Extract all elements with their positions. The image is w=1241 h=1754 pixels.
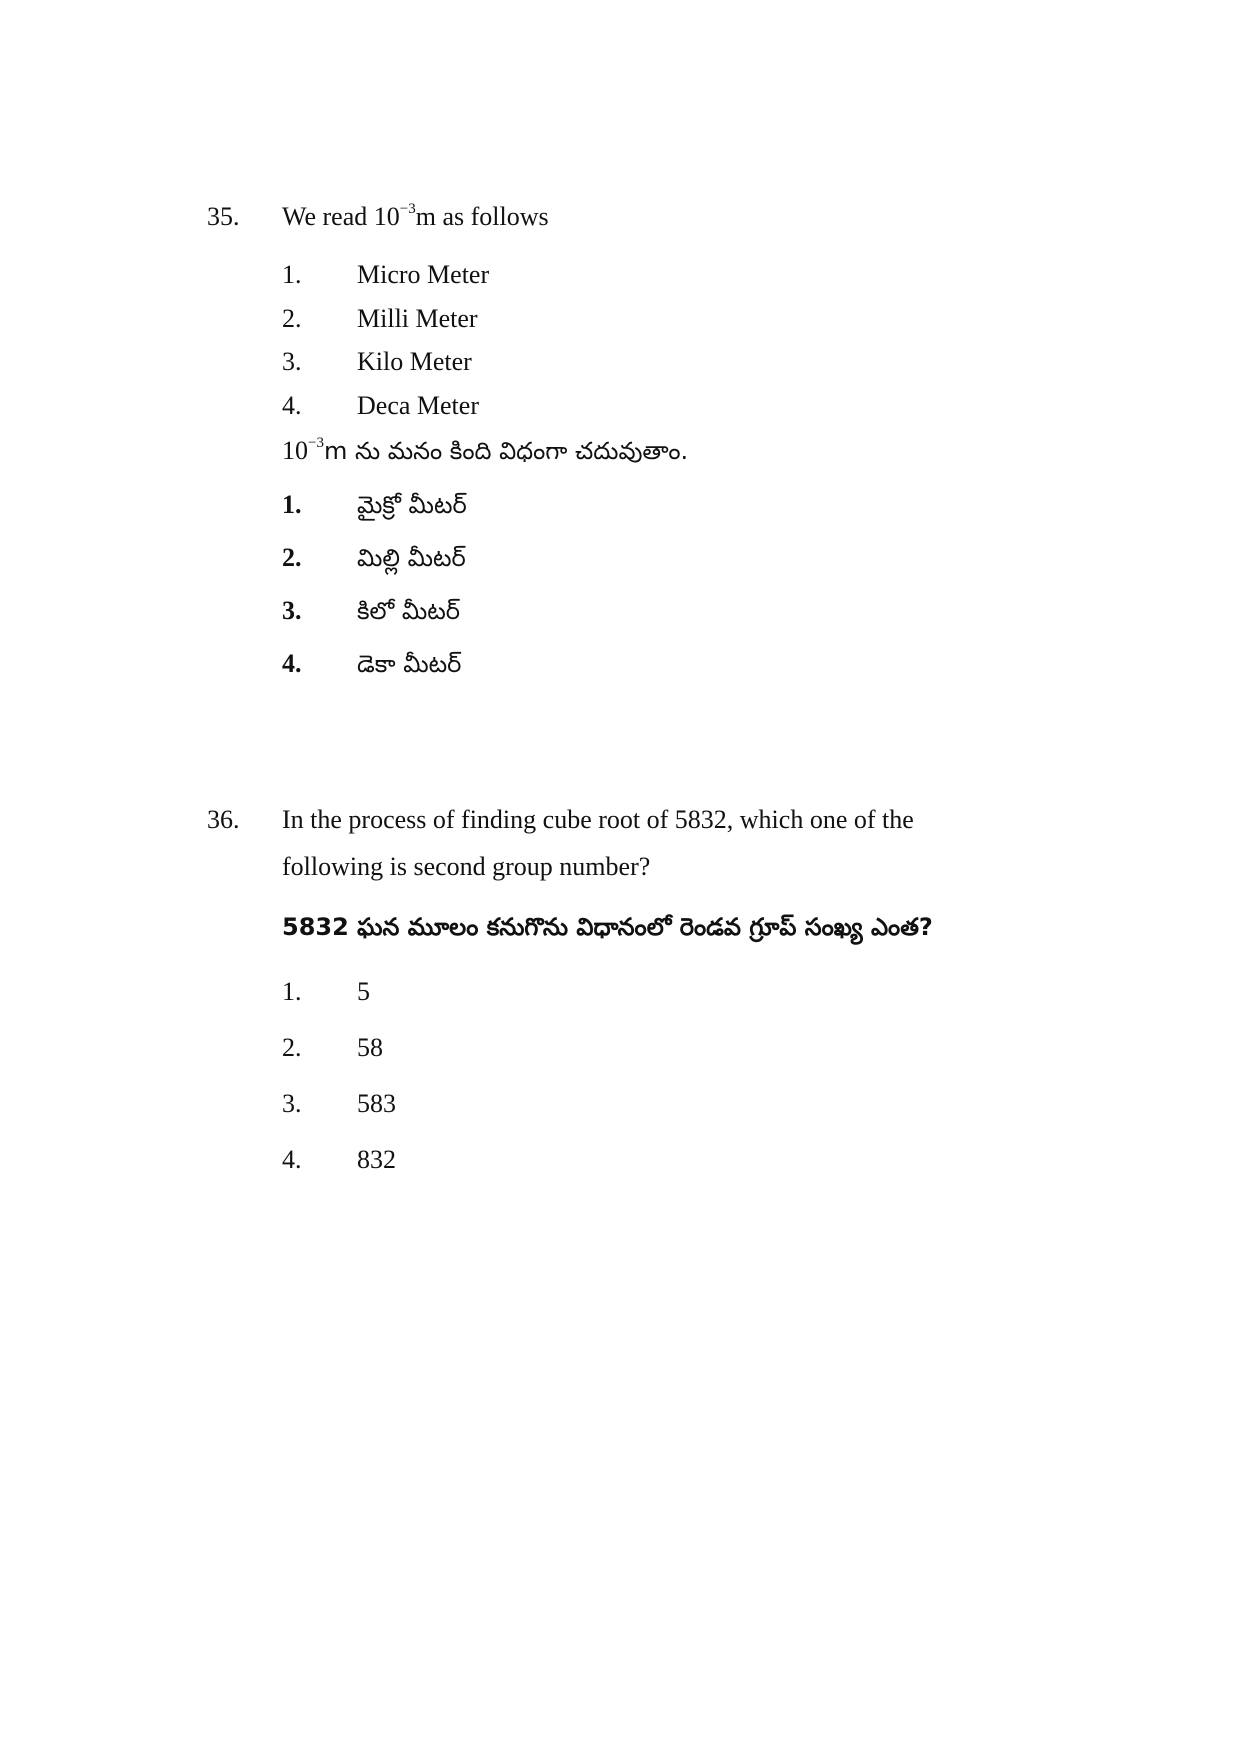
question-36-option-3 <box>282 1089 396 1119</box>
option-text: Milli Meter <box>357 304 478 333</box>
option-number: 2. <box>282 304 302 333</box>
option-text: Deca Meter <box>357 391 479 420</box>
option-number: 2. <box>282 543 302 572</box>
question-35-stem-telugu-post: m ను మనం కింది విధంగా చదువుతాం. <box>323 437 689 465</box>
question-35-telugu-option-1 <box>282 490 467 520</box>
question-35-telugu-exponent: −3 <box>308 435 324 451</box>
question-35-option-3 <box>282 347 472 377</box>
option-number: 4. <box>282 391 302 420</box>
option-text: కిలో మీటర్ <box>357 597 461 625</box>
option-text: Kilo Meter <box>357 347 472 376</box>
option-number: 3. <box>282 347 302 376</box>
question-35-option-2 <box>282 304 478 334</box>
question-35-stem-telugu-pre: 10 <box>282 436 308 465</box>
option-number: 3. <box>282 1089 302 1118</box>
question-35-stem-telugu <box>282 436 688 466</box>
option-text: మైక్రో మీటర్ <box>357 491 467 519</box>
question-35-telugu-option-2 <box>282 543 466 573</box>
option-number: 3. <box>282 596 302 625</box>
question-36-option-2 <box>282 1033 383 1063</box>
question-36-stem-line-1: In the process of finding cube root of 5832, which one of the <box>282 805 914 834</box>
question-number-36: 36. <box>207 805 240 834</box>
question-36-option-4 <box>282 1145 396 1175</box>
question-36-option-1 <box>282 977 370 1007</box>
question-36-stem-line-2: following is second group number? <box>282 852 651 881</box>
question-35-stem-pre: We read 10 <box>282 202 400 231</box>
question-36-stem-telugu: 5832 ఘన మూలం కనుగొను విధానంలో రెండవ గ్రూప్ సంఖ్య ఎంత? <box>282 913 933 941</box>
option-number: 1. <box>282 977 302 1006</box>
question-35-stem <box>282 202 549 232</box>
question-number-35: 35. <box>207 202 240 231</box>
option-text: 58 <box>357 1033 383 1062</box>
option-number: 1. <box>282 260 302 289</box>
question-35-telugu-option-4 <box>282 649 461 679</box>
question-35-exponent: −3 <box>399 201 416 217</box>
option-number: 4. <box>282 649 302 678</box>
option-text: మిల్లి మీటర్ <box>357 544 466 572</box>
option-number: 1. <box>282 490 302 519</box>
question-35-stem-post: m as follows <box>415 202 549 231</box>
option-text: 5 <box>357 977 370 1006</box>
question-35-option-4 <box>282 391 479 421</box>
option-text: డెకా మీటర్ <box>357 650 462 678</box>
option-text: 583 <box>357 1089 396 1118</box>
option-number: 4. <box>282 1145 302 1174</box>
option-text: Micro Meter <box>357 260 490 289</box>
question-35-option-1 <box>282 260 489 290</box>
option-number: 2. <box>282 1033 302 1062</box>
option-text: 832 <box>357 1145 396 1174</box>
question-35-telugu-option-3 <box>282 596 460 626</box>
